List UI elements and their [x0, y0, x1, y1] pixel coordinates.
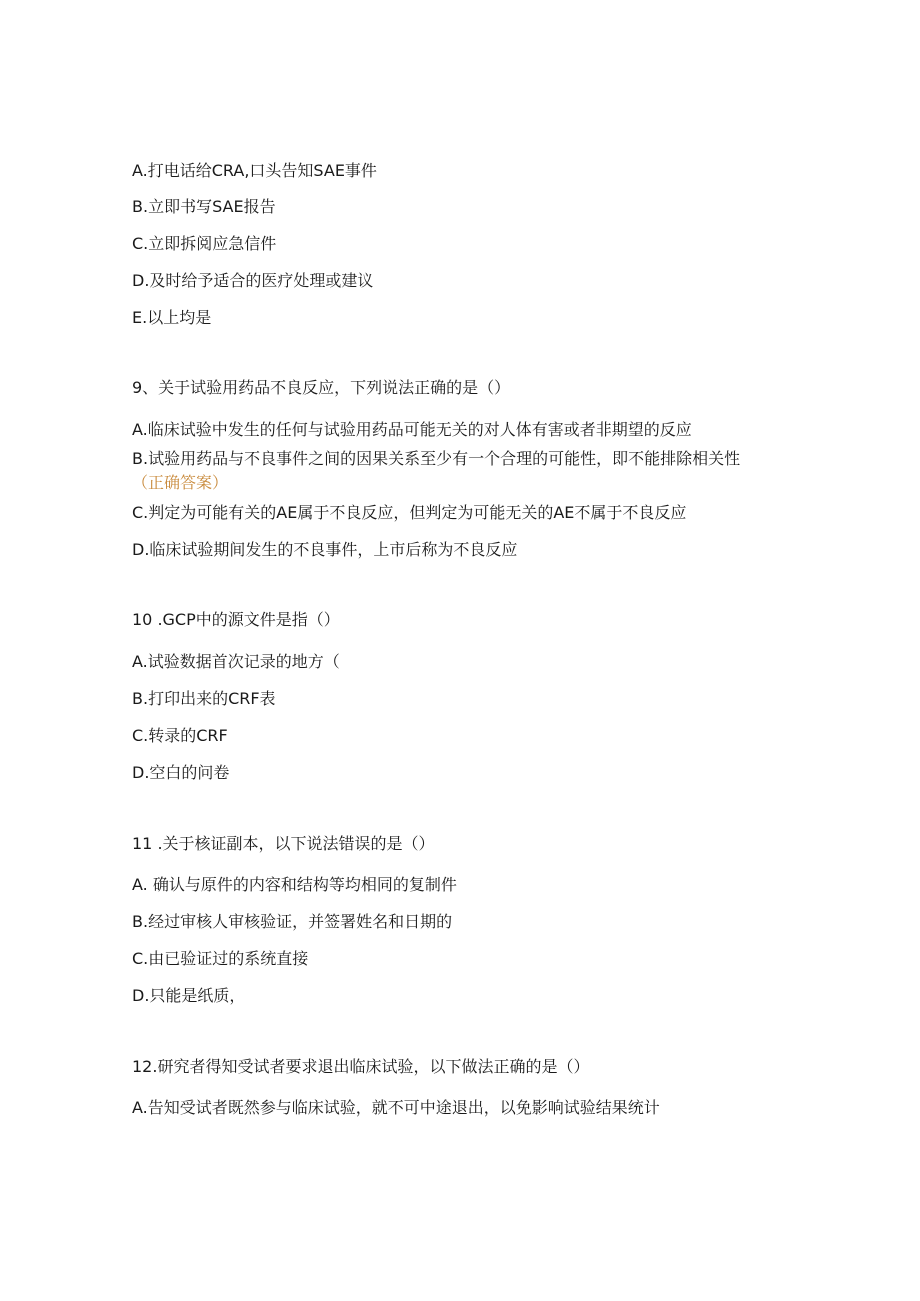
q10-option-a: A.试验数据首次记录的地方（: [132, 652, 340, 671]
q8-option-e: E.以上均是: [132, 308, 212, 327]
q11-question: 11 .关于核证副本，以下说法错误的是（）: [132, 834, 435, 853]
q10-option-d: D.空白的问卷: [132, 763, 230, 782]
q8-option-b: B.立即书写SAE报告: [132, 197, 276, 216]
q12-option-a: A.告知受试者既然参与临床试验，就不可中途退出，以免影响试验结果统计: [132, 1098, 660, 1117]
q11-option-a: A. 确认与原件的内容和结构等均相同的复制件: [132, 875, 457, 894]
q10-option-b: B.打印出来的CRF表: [132, 689, 276, 708]
q9-question: 9、关于试验用药品不良反应，下列说法正确的是（）: [132, 378, 511, 397]
q8-option-a: A.打电话给CRA,口头告知SAE事件: [132, 161, 377, 180]
q8-option-c: C.立即拆阅应急信件: [132, 234, 277, 253]
q9-option-b: B.试验用药品与不良事件之间的因果关系至少有一个合理的可能性，即不能排除相关性: [132, 449, 741, 468]
q9-option-a: A.临床试验中发生的任何与试验用药品可能无关的对人体有害或者非期望的反应: [132, 420, 692, 439]
q12-question: 12.研究者得知受试者要求退出临床试验，以下做法正确的是（）: [132, 1057, 590, 1076]
q11-option-b: B.经过审核人审核验证，并签署姓名和日期的: [132, 912, 453, 931]
q8-option-d: D.及时给予适合的医疗处理或建议: [132, 271, 374, 290]
q11-option-c: C.由已验证过的系统直接: [132, 949, 309, 968]
q9-answer-note: （正确答案）: [132, 473, 229, 492]
q10-option-c: C.转录的CRF: [132, 726, 228, 745]
q9-option-d: D.临床试验期间发生的不良事件，上市后称为不良反应: [132, 540, 518, 559]
q9-option-c: C.判定为可能有关的AE属于不良反应，但判定为可能无关的AE不属于不良反应: [132, 503, 687, 522]
q10-question: 10 .GCP中的源文件是指（）: [132, 610, 340, 629]
q11-option-d: D.只能是纸质，: [132, 986, 246, 1005]
